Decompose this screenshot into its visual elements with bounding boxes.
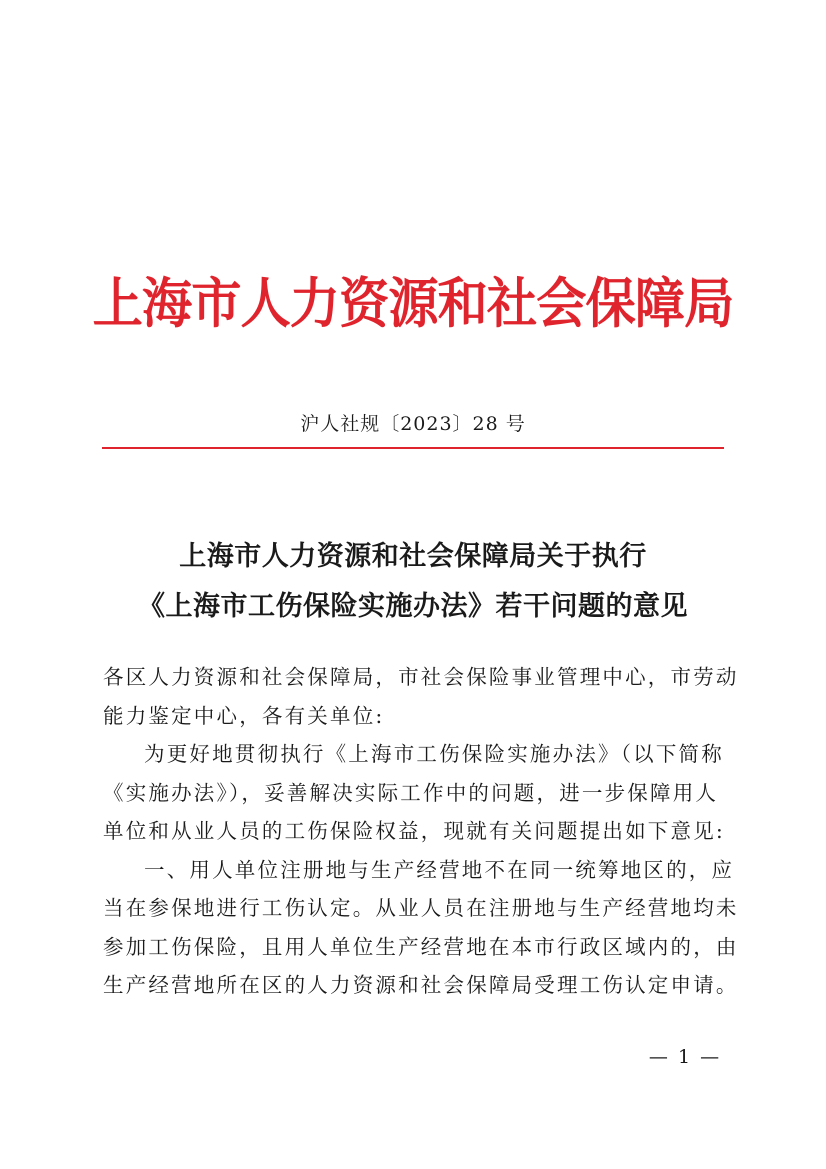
item-1-line-4: 生产经营地所在区的人力资源和社会保障局受理工伤认定申请。: [103, 973, 739, 997]
intro-line-3: 单位和从业人员的工伤保险权益，现就有关问题提出如下意见:: [103, 819, 726, 843]
document-number: 沪人社规〔2023〕28 号: [300, 413, 526, 435]
addressee-line-1: 各区人力资源和社会保障局，市社会保险事业管理中心，市劳动: [103, 665, 739, 689]
red-divider-rule: [102, 447, 724, 449]
item-1-line-2: 当在参保地进行工伤认定。从业人员在注册地与生产经营地均未: [103, 896, 739, 920]
addressee-line-2: 能力鉴定中心，各有关单位:: [103, 703, 385, 728]
title-line-2: 《上海市工伤保险实施办法》若干问题的意见: [138, 591, 688, 622]
document-title: [0, 532, 826, 632]
title-line-1: 上海市人力资源和社会保障局关于执行: [179, 541, 647, 572]
item-1-line-1: 一、用人单位注册地与生产经营地不在同一统筹地区的，应: [144, 857, 735, 882]
page-number: — 1 —: [648, 1046, 722, 1068]
intro-line-1: 为更好地贯彻执行《上海市工伤保险实施办法》（以下简称: [144, 742, 724, 766]
document-body: [103, 658, 739, 1005]
intro-line-2: 《实施办法》），妥善解决实际工作中的问题，进一步保障用人: [103, 780, 719, 805]
item-1-line-3: 参加工伤保险，且用人单位生产经营地在本市行政区域内的，由: [103, 934, 739, 959]
masthead-title: 上海市人力资源和社会保障局: [92, 271, 734, 335]
